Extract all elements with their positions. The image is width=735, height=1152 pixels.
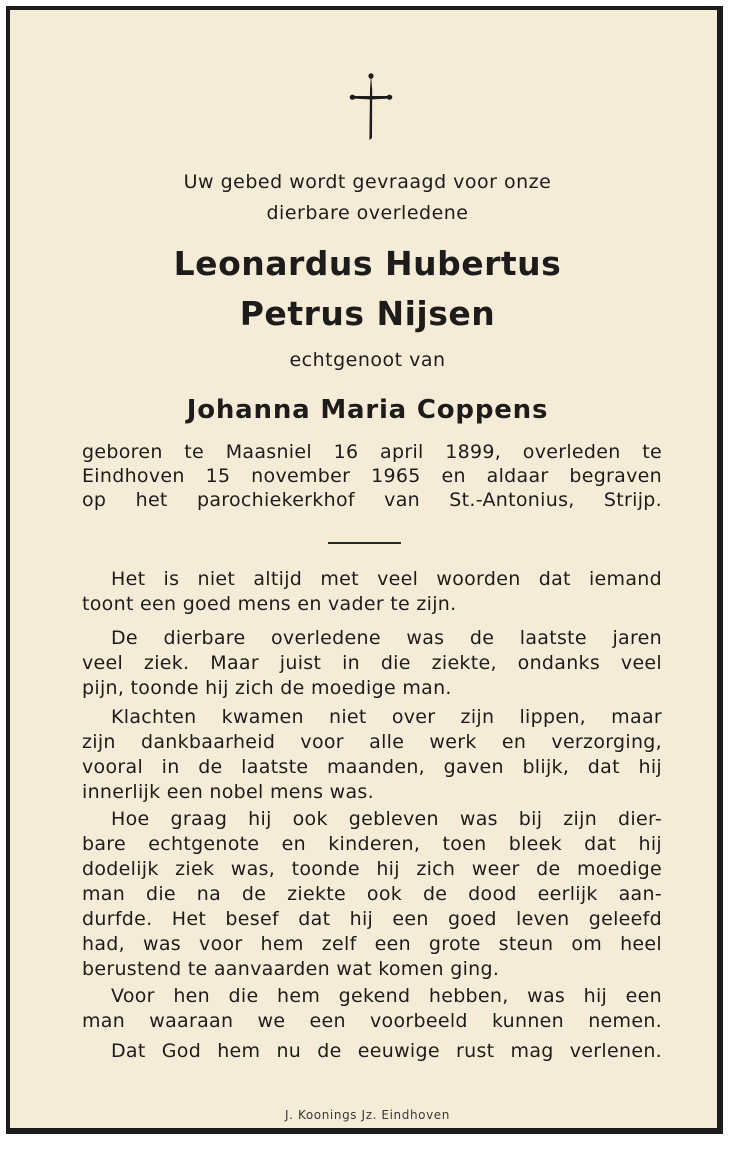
paragraph-1-line-2: toont een goed mens en vader te zijn.	[82, 593, 457, 615]
paragraph-4-line-4: man die na de ziekte ook de dood eerlijk aan-	[82, 883, 662, 905]
paragraph-2-line-2: veel ziek. Maar juist in die ziekte, ondanks veel	[82, 652, 662, 674]
paragraph-4-line-5: durfde. Het besef dat hij een goed leven geleefd	[82, 908, 662, 930]
paragraph-6-line-1: Dat God hem nu de eeuwige rust mag verlenen.	[111, 1040, 662, 1062]
paragraph-3	[82, 706, 662, 806]
paragraph-4-line-6: had, was voor hem zelf een grote steun om heel	[82, 933, 662, 955]
deceased-name-line-2: Petrus Nijsen	[239, 294, 496, 333]
paragraph-4-line-7: berustend te aanvaarden wat komen ging.	[82, 958, 500, 980]
paragraph-1	[82, 568, 662, 618]
paragraph-3-line-4: innerlijk een nobel mens was.	[82, 781, 374, 803]
paragraph-3-line-1: Klachten kwamen niet over zijn lippen, maar	[111, 706, 662, 728]
life-details-line-1: geboren te Maasniel 16 april 1899, overleden te	[82, 441, 662, 463]
life-details	[82, 441, 662, 521]
cross-icon	[349, 72, 393, 142]
paragraph-4-line-1: Hoe graag hij ook gebleven was bij zijn dier-	[111, 808, 662, 830]
life-details-line-2: Eindhoven 15 november 1965 en aldaar begraven	[82, 465, 662, 487]
paragraph-3-line-3: vooral in de laatste maanden, gaven blijk, dat hij	[82, 756, 662, 778]
paragraph-4-line-2: bare echtgenote en kinderen, toen bleek dat hij	[82, 833, 662, 855]
printer-imprint: J. Koonings Jz. Eindhoven	[285, 1108, 450, 1122]
paragraph-2-line-1: De dierbare overledene was de laatste jaren	[111, 627, 662, 649]
divider-line	[328, 542, 401, 544]
intro-line-1: Uw gebed wordt gevraagd voor onze	[183, 171, 552, 193]
paragraph-4	[82, 808, 662, 980]
paragraph-5	[82, 985, 662, 1035]
paragraph-2	[82, 627, 662, 702]
paragraph-5-line-2: man waaraan we een voorbeeld kunnen nemen.	[82, 1010, 662, 1032]
intro-line-2: dierbare overledene	[266, 202, 469, 224]
life-details-line-3: op het parochiekerkhof van St.-Antonius, Strijp.	[82, 489, 662, 511]
paragraph-1-line-1: Het is niet altijd met veel woorden dat iemand	[111, 568, 662, 590]
paragraph-5-line-1: Voor hen die hem gekend hebben, was hij een	[111, 985, 662, 1007]
spouse-name: Johanna Maria Coppens	[186, 395, 549, 425]
paragraph-4-line-3: dodelijk ziek was, toonde hij zich weer de moedige	[82, 858, 662, 880]
deceased-name-line-1: Leonardus Hubertus	[173, 244, 562, 283]
paragraph-3-line-2: zijn dankbaarheid voor alle werk en verzorging,	[82, 731, 662, 753]
spouse-label: echtgenoot van	[289, 349, 446, 371]
paragraph-6	[111, 1040, 662, 1065]
paragraph-2-line-3: pijn, toonde hij zich de moedige man.	[82, 677, 452, 699]
